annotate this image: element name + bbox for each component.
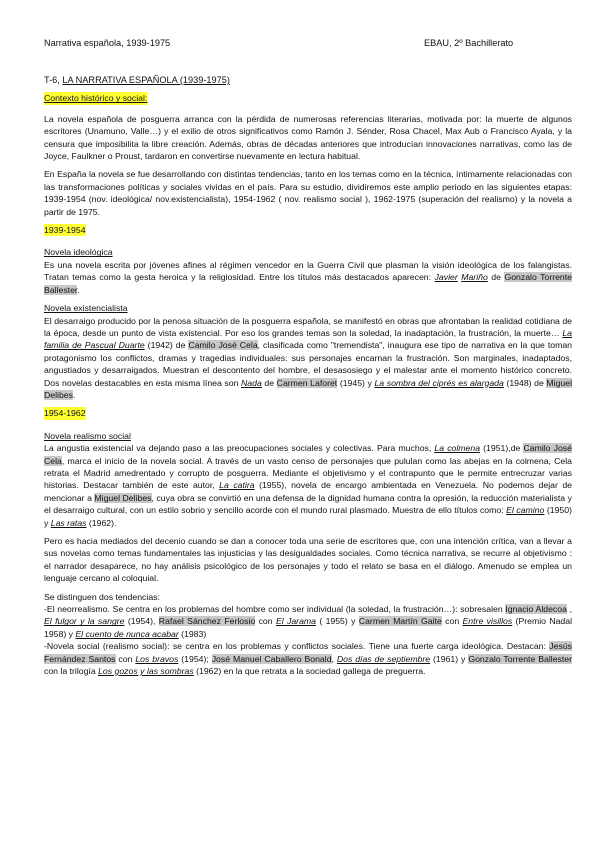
context-paragraph-2: En España la novela se fue desarrollando con distintas tendencias, tanto en los temas como en la técnica, íntimamente relacionadas con las transformaciones políticas y sociales vividas en el país. Para su estudio, dividiremos este amplio periodo en las siguientes etapas: 1939-1954 (nov. ideológica/ nov.existencialista), 1954-1962 ( nov. realismo social ), 1962-1975 (superación del realismo) y la novela a partir de 1975.	[44, 169, 572, 217]
author-javier: Javier	[434, 272, 458, 283]
tendencies-intro: Se distinguen dos tendencias:	[44, 591, 160, 602]
text-run: El desarraigo producido por la penosa situación de la posguerra española, se manifestó en obras que afrontaban la realidad cotidiana de la época, desde un punto de vista existencial. Por eso los grandes temas son la soledad, la inadaptación, la frustración, la muerte…	[44, 315, 572, 338]
text-run: con	[255, 616, 276, 627]
text-run: (1962) en la que retrata a la sociedad gallega de preguerra.	[193, 666, 426, 677]
text-run: (1954);	[178, 653, 212, 664]
work-dos-dias-septiembre: Dos días de septiembre	[336, 653, 431, 664]
text-run: con la trilogía	[44, 666, 99, 677]
document-title	[44, 74, 572, 86]
ideologica-text: Es una novela escrita por jóvenes afines al régimen vencedor en la Guerra Civil que plasman la visión ideológica de los falangistas. Tratan temas como la gesta heroica y la religiosidad. Entre los títulos más destacados aparecen:	[44, 259, 572, 283]
tendency-novela-social	[44, 640, 572, 677]
realismo-social-paragraph	[44, 442, 572, 529]
author-laforet: Carmen Laforet	[276, 377, 338, 388]
text-run: (1955), novela de encargo ambientada en Venezuela. No podemos dejar de mencionar a	[44, 480, 572, 503]
text-run: (1962).	[86, 517, 117, 528]
text-run: -Novela social (realismo social): se centra en los problemas y conflictos sociales. Tiene una fuerte carga ideológica. Destacan:	[44, 641, 550, 652]
text-run: (1951),de	[480, 443, 524, 454]
section-heading-1954-1962: 1954-1962	[44, 408, 86, 419]
author-fernandez-santos: Jesús Fernández Santos	[44, 641, 572, 664]
text-run: (1942) de	[144, 340, 189, 351]
work-el-jarama: El Jarama	[275, 616, 316, 627]
subheading-novela-existencialista: Novela existencialista	[44, 303, 128, 314]
work-las-ratas: Las ratas	[50, 517, 87, 528]
text-run: ( 1955) y	[315, 616, 359, 627]
document-body	[44, 74, 572, 677]
work-la-catira: La catira	[219, 480, 255, 491]
text-run: , cuya obra se convirtió en una defensa de la dignidad humana contra la opresión, la reducción materialista y el desarraigo cultural, con un estilo sobrio y sencillo acorde con el mundo rural plasmado. Muestra de ello títulos como:	[44, 492, 572, 516]
punct: .	[77, 284, 80, 295]
author-torrente: Gonzalo Torrente Ballester	[468, 653, 573, 664]
ideologica-paragraph	[44, 259, 572, 296]
mid-decade-paragraph: Pero es hacia mediados del decenio cuando se dan a conocer toda una serie de escritores que, con una intención crítica, van a llevar a sus novelas como temas fundamentales las injusticias y las desigualdades sociales. Como técnica narrativa, se recurre al objetivismo : el narrador desaparece, no hay análisis psicológico de los personajes y todo el relato se basa en el diálogo. Amenudo se emplea un lenguaje cercano al coloquial.	[44, 536, 572, 584]
author-delibes: Miguel Delibes	[94, 492, 152, 503]
work-fulgor-sangre: El fulgor y la sangre	[44, 616, 125, 627]
text-run: con	[441, 616, 463, 627]
text-run: de	[261, 377, 277, 388]
subheading-novela-ideologica: Novela ideológica	[44, 247, 113, 258]
text-run: , marca el inicio de la novela social. A través de un vasto censo de personajes que pululan como las abejas en la colmena, Cela retrata el Madrid amedrentado y corrupto de posguerra. Mediante el objetivismo y el contrapunto que le permite entrecruzar varias historias. Destacar también de este autor,	[44, 455, 572, 491]
work-los-bravos: Los bravos	[135, 653, 179, 664]
work-la-colmena: La colmena	[434, 443, 481, 454]
text-run: ,	[331, 653, 337, 664]
work-el-camino: El camino	[506, 505, 545, 516]
tendency-neorrealismo	[44, 603, 572, 640]
header-left: Narrativa española, 1939-1975	[44, 38, 171, 48]
section-heading-context: Contexto histórico y social:	[44, 93, 148, 104]
text-run: (1948) de	[503, 377, 547, 388]
work-nada: Nada	[241, 377, 262, 388]
text-run: (1945) y	[337, 377, 375, 388]
section-heading-1939-1954: 1939-1954	[44, 225, 86, 236]
text-run: (1950) y	[44, 505, 572, 528]
work-sombra-cipres: La sombra del ciprés es alargada	[374, 377, 504, 388]
text-run: La angustia existencial va dejando paso a las preocupaciones sociales y colectivas. Para muchos,	[44, 443, 435, 454]
text-run: con	[115, 653, 136, 664]
author-cela: Camilo José Cela	[44, 443, 572, 466]
title-main: LA NARRATIVA ESPAÑOLA (1939-1975)	[62, 75, 230, 85]
text-run: -El neorrealismo. Se centra en los problemas del hombre como ser individual (la soledad, la frustración…): sobresalen	[44, 604, 506, 615]
author-aldecoa: Ignacio Aldecoa	[505, 604, 567, 615]
work-cuento-nunca-acabar: El cuento de nunca acabar	[75, 628, 179, 639]
title-prefix: T-6,	[44, 75, 60, 85]
text-run: (1954),	[124, 616, 159, 627]
connector: de	[487, 272, 505, 283]
subheading-realismo-social: Novela realismo social	[44, 430, 131, 441]
author-torrente: Gonzalo Torrente Ballester	[44, 272, 573, 295]
context-paragraph-1: La novela española de posguerra arranca con la pérdida de numerosas referencias literarias, motivada por: la muerte de algunos escritores (Unamuno, Valle…) y el exilio de otros significativos como Ramón J. Sénder, Rosa Chacel, Max Aub o Francisco Ayala, y la censura que imposibilita la libre creación. Además, obras de décadas anteriores que introducían innovaciones narrativas, como las de Joyce, Faulkner o Proust, tardaron en convertirse nuevamente en lectura habitual.	[44, 113, 572, 162]
author-ferlosio: Rafael Sánchez Ferlosio	[158, 616, 256, 627]
text-run: (Premio Nadal 1958) y	[44, 616, 573, 639]
author-marino: Mariño	[461, 272, 488, 283]
work-gozos-sombras: Los gozos y las sombras	[98, 666, 194, 677]
work-pascual-duarte: La familia de Pascual Duarte	[44, 327, 572, 351]
author-cela: Camilo José Cela	[188, 340, 258, 351]
author-delibes: Miguel Delibes	[44, 377, 572, 400]
text-run: (1961) y	[430, 653, 469, 664]
text-run: (1983)	[178, 628, 207, 639]
header-right: EBAU, 2º Bachillerato	[424, 38, 514, 48]
text-run: , clasificada como "tremendista", inaugura ese tipo de narrativa en la que toman protagonismo los conflictos, dramas y tragedias individuales: sus personajes encarnan la frustración. Son marginales, inadaptados, angustiados y desarraigados. Muestran el descontento del hombre, el desasosiego y el malestar ante el momento histórico concreto. Dos novelas destacables en esta misma línea son	[44, 340, 572, 388]
text-run: ,	[566, 604, 573, 615]
work-entre-visillos: Entre visillos	[462, 616, 513, 627]
existencialista-paragraph	[44, 315, 572, 402]
author-martin-gaite: Carmen Martín Gaite	[358, 616, 442, 627]
author-caballero-bonald: José Manuel Caballero Bonald	[211, 653, 332, 664]
tendencies-block	[44, 591, 572, 678]
punct: .	[72, 389, 76, 400]
